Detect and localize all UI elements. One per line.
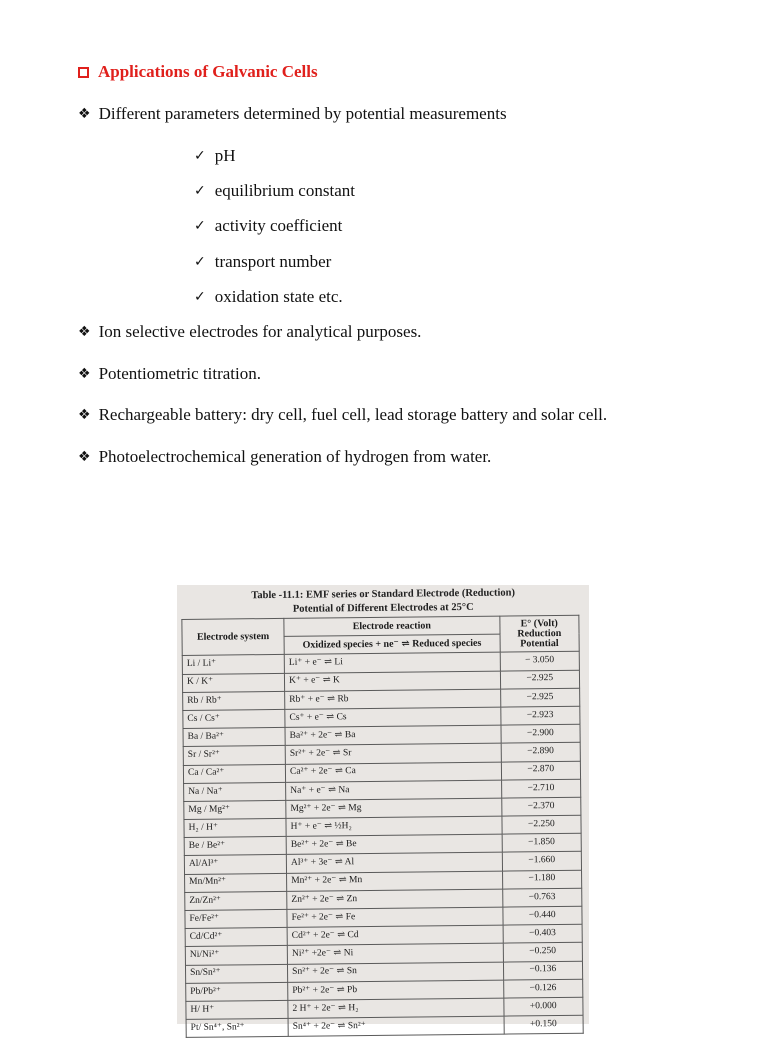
cell-potential: +0.000 (503, 997, 583, 1016)
bullet-item: ❖ Ion selective electrodes for analytical purposes. (78, 322, 422, 341)
check-item: ✓ activity coefficient (194, 216, 343, 235)
emf-table (181, 615, 583, 1038)
heading-text: Applications of Galvanic Cells (98, 62, 318, 81)
cell-potential: −2.370 (501, 797, 581, 816)
cell-electrode-system: Cs / Cs⁺ (183, 709, 285, 728)
check-item: ✓ equilibrium constant (194, 181, 355, 200)
cell-electrode-reaction: Cd²⁺ + 2e⁻ ⇌ Cd (287, 925, 503, 945)
diamond-bullet-icon: ❖ (78, 407, 91, 423)
check-item: ✓ oxidation state etc. (194, 287, 343, 306)
cell-electrode-system: Rb / Rb⁺ (183, 691, 285, 710)
cell-potential: −0.440 (502, 906, 582, 925)
cell-electrode-reaction: Sn²⁺ + 2e⁻ ⇌ Sn (288, 962, 504, 982)
cell-electrode-reaction: Sn⁴⁺ + 2e⁻ ⇌ Sn²⁺ (288, 1016, 504, 1036)
cell-potential: −2.925 (500, 670, 580, 689)
cell-electrode-reaction: Ca²⁺ + 2e⁻ ⇌ Ca (285, 762, 501, 782)
cell-electrode-system: Al/Al³⁺ (184, 855, 286, 874)
cell-electrode-reaction: Cs⁺ + e⁻ ⇌ Cs (285, 707, 501, 727)
cell-electrode-system: Mg / Mg²⁺ (184, 800, 286, 819)
checkmark-icon: ✓ (194, 148, 206, 164)
cell-electrode-system: Ba / Ba²⁺ (183, 728, 285, 747)
cell-electrode-reaction: Na⁺ + e⁻ ⇌ Na (286, 780, 502, 800)
cell-electrode-reaction: Ni²⁺ +2e⁻ ⇌ Ni (287, 943, 503, 963)
cell-electrode-reaction: Fe²⁺ + 2e⁻ ⇌ Fe (287, 907, 503, 927)
cell-electrode-system: Ca / Ca²⁺ (183, 764, 285, 783)
checkmark-icon: ✓ (194, 254, 206, 270)
cell-potential: −0.403 (503, 924, 583, 943)
cell-potential: −1.850 (502, 834, 582, 853)
cell-electrode-system: Sn/Sn²⁺ (185, 964, 287, 983)
check-item: ✓ transport number (194, 252, 332, 271)
square-bullet-icon (78, 67, 89, 78)
cell-potential: −0.136 (503, 961, 583, 980)
cell-potential: −2.710 (501, 779, 581, 798)
cell-electrode-reaction: Pb²⁺ + 2e⁻ ⇌ Pb (288, 980, 504, 1000)
cell-electrode-reaction: K⁺ + e⁻ ⇌ K (285, 671, 501, 691)
header-electrode-reaction: Electrode reaction (284, 616, 500, 636)
cell-potential: −2.870 (501, 761, 581, 780)
cell-potential: −0.763 (502, 888, 582, 907)
table-title-line1: Table -11.1: EMF series or Standard Electrode (Reduction) (251, 587, 515, 602)
cell-potential: −2.250 (502, 815, 582, 834)
cell-electrode-reaction: Zn²⁺ + 2e⁻ ⇌ Zn (287, 889, 503, 909)
cell-potential: +0.150 (504, 1015, 584, 1034)
cell-electrode-system: Mn/Mn²⁺ (185, 873, 287, 892)
cell-potential: −2.925 (500, 688, 580, 707)
cell-electrode-system: Zn/Zn²⁺ (185, 891, 287, 910)
table-photo (177, 585, 589, 1033)
cell-electrode-reaction: Ba²⁺ + 2e⁻ ⇌ Ba (285, 725, 501, 745)
cell-electrode-system: Cd/Cd²⁺ (185, 928, 287, 947)
cell-potential: −1.180 (502, 870, 582, 889)
cell-electrode-reaction: Mn²⁺ + 2e⁻ ⇌ Mn (287, 871, 503, 891)
table-title-line2: Potential of Different Electrodes at 25°C (292, 601, 474, 615)
check-item: ✓ pH (194, 146, 236, 165)
diamond-bullet-icon: ❖ (78, 106, 91, 122)
diamond-bullet-icon: ❖ (78, 449, 91, 465)
header-potential: E° (Volt) Reduction Potential (499, 615, 579, 652)
bullet-item: ❖ Potentiometric titration. (78, 364, 261, 383)
diamond-bullet-icon: ❖ (78, 324, 91, 340)
cell-electrode-system: Pb/Pb²⁺ (186, 982, 288, 1001)
checkmark-icon: ✓ (194, 289, 206, 305)
cell-electrode-system: Na / Na⁺ (184, 782, 286, 801)
cell-electrode-reaction: Li⁺ + e⁻ ⇌ Li (284, 652, 500, 672)
table-row (186, 1015, 583, 1037)
checkmark-icon: ✓ (194, 183, 206, 199)
cell-electrode-reaction: Mg²⁺ + 2e⁻ ⇌ Mg (286, 798, 502, 818)
checkmark-icon: ✓ (194, 218, 206, 234)
cell-electrode-reaction: 2 H⁺ + 2e⁻ ⇌ H₂ (288, 998, 504, 1018)
cell-electrode-system: K / K⁺ (182, 673, 284, 692)
cell-potential: − 3.050 (500, 652, 580, 671)
cell-electrode-reaction: Al³⁺ + 3e⁻ ⇌ Al (286, 853, 502, 873)
cell-electrode-system: Pt/ Sn⁴⁺, Sn²⁺ (186, 1018, 288, 1037)
table-header-row (182, 615, 579, 637)
cell-electrode-reaction: Rb⁺ + e⁻ ⇌ Rb (285, 689, 501, 709)
bullet-item: ❖ Rechargeable battery: dry cell, fuel cell, lead storage battery and solar cell. (78, 405, 608, 424)
cell-potential: −2.900 (501, 724, 581, 743)
cell-potential: −0.126 (503, 979, 583, 998)
cell-electrode-system: Li / Li⁺ (182, 655, 284, 674)
header-reaction-sub: Oxidized species + ne⁻ ⇌ Reduced species (284, 634, 500, 654)
cell-electrode-system: Be / Be²⁺ (184, 837, 286, 856)
cell-electrode-system: Ni/Ni²⁺ (185, 946, 287, 965)
bullet-item: ❖ Photoelectrochemical generation of hydrogen from water. (78, 447, 492, 466)
cell-potential: −1.660 (502, 852, 582, 871)
cell-potential: −0.250 (503, 943, 583, 962)
cell-electrode-system: H/ H⁺ (186, 1000, 288, 1019)
section-heading (78, 62, 318, 82)
cell-potential: −2.890 (501, 743, 581, 762)
cell-electrode-reaction: Be²⁺ + 2e⁻ ⇌ Be (286, 834, 502, 854)
cell-electrode-reaction: Sr²⁺ + 2e⁻ ⇌ Sr (285, 743, 501, 763)
header-electrode-system: Electrode system (182, 618, 284, 655)
cell-electrode-system: Fe/Fe²⁺ (185, 909, 287, 928)
bullet-item: ❖ Different parameters determined by potential measurements (78, 104, 507, 123)
diamond-bullet-icon: ❖ (78, 366, 91, 382)
cell-electrode-system: H₂ / H⁺ (184, 818, 286, 837)
cell-potential: −2.923 (500, 706, 580, 725)
cell-electrode-system: Sr / Sr²⁺ (183, 746, 285, 765)
table-body (182, 652, 583, 1038)
cell-electrode-reaction: H⁺ + e⁻ ⇌ ½H₂ (286, 816, 502, 836)
